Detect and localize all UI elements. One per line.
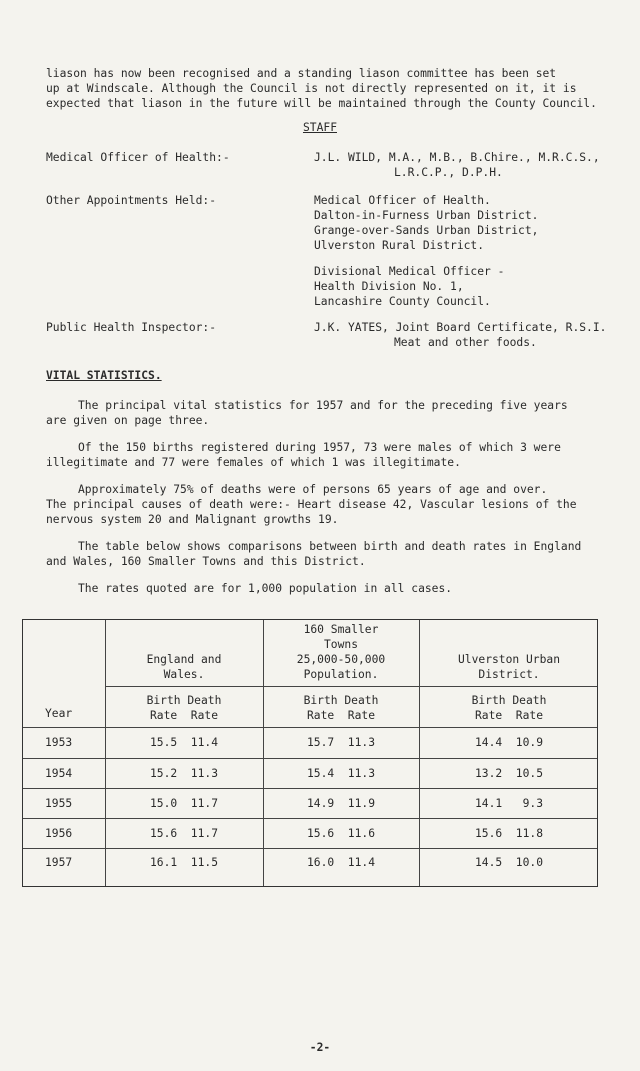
- other-appointments-label: Other Appointments Held:-: [46, 194, 217, 207]
- table-row-ulverston: 15.6 11.8: [474, 827, 543, 840]
- intro-line-1: liason has now been recognised and a standing liason committee has been set: [46, 67, 557, 80]
- table-row-year: 1956: [45, 827, 73, 840]
- subheader-ew-line-2: Rate Rate: [149, 709, 218, 722]
- phi-value-line-2: Meat and other foods.: [394, 336, 537, 349]
- table-row-smaller-towns: 15.4 11.3: [306, 767, 375, 780]
- table-row-england-wales: 15.6 11.7: [149, 827, 218, 840]
- subheader-ew-line-1: Birth Death: [146, 694, 222, 707]
- table-row-smaller-towns: 15.7 11.3: [306, 736, 375, 749]
- intro-line-3: expected that liason in the future will be maintained through the County Council.: [46, 97, 597, 110]
- table-row-year: 1955: [45, 797, 73, 810]
- vital-p5: The rates quoted are for 1,000 population in all cases.: [78, 582, 453, 595]
- header-smaller-towns-line-2: Towns: [323, 638, 358, 651]
- other-appointment-1: Medical Officer of Health.: [314, 194, 491, 207]
- row-divider: [23, 727, 597, 728]
- subheader-st-line-1: Birth Death: [303, 694, 379, 707]
- table-row-smaller-towns: 15.6 11.6: [306, 827, 375, 840]
- moh-value-line-1: J.L. WILD, M.A., M.B., B.Chire., M.R.C.S.,: [314, 151, 600, 164]
- table-row-year: 1954: [45, 767, 73, 780]
- other-appointment-4: Ulverston Rural District.: [314, 239, 485, 252]
- table-row-year: 1953: [45, 736, 73, 749]
- subheader-st-line-2: Rate Rate: [306, 709, 375, 722]
- table-row-smaller-towns: 16.0 11.4: [306, 856, 375, 869]
- vital-p3-line-3: nervous system 20 and Malignant growths 19.: [46, 513, 339, 526]
- moh-value-line-2: L.R.C.P., D.P.H.: [394, 166, 503, 179]
- page-number: -2-: [309, 1041, 331, 1054]
- other-appointment-5: Divisional Medical Officer -: [314, 265, 505, 278]
- vital-p4-line-1: The table below shows comparisons between birth and death rates in England: [78, 540, 582, 553]
- header-ulverston-line-1: Ulverston Urban: [457, 653, 561, 666]
- table-row-england-wales: 16.1 11.5: [149, 856, 218, 869]
- vital-p2-line-2: illegitimate and 77 were females of which 1 was illegitimate.: [46, 456, 461, 469]
- moh-label: Medical Officer of Health:-: [46, 151, 230, 164]
- row-divider: [23, 758, 597, 759]
- row-divider: [23, 818, 597, 819]
- other-appointment-2: Dalton-in-Furness Urban District.: [314, 209, 539, 222]
- header-england-wales-line-2: Wales.: [163, 668, 205, 681]
- row-divider: [105, 686, 597, 687]
- vital-statistics-heading: VITAL STATISTICS.: [46, 369, 162, 382]
- vital-p1-line-1: The principal vital statistics for 1957 and for the preceding five years: [78, 399, 568, 412]
- header-smaller-towns-line-1: 160 Smaller: [303, 623, 379, 636]
- other-appointment-7: Lancashire County Council.: [314, 295, 491, 308]
- vital-statistics-table: [22, 619, 598, 887]
- staff-heading: STAFF: [302, 121, 337, 134]
- header-year: Year: [45, 707, 73, 720]
- phi-label: Public Health Inspector:-: [46, 321, 217, 334]
- subheader-ud-line-2: Rate Rate: [474, 709, 543, 722]
- header-england-wales-line-1: England and: [146, 653, 222, 666]
- table-row-smaller-towns: 14.9 11.9: [306, 797, 375, 810]
- table-row-england-wales: 15.2 11.3: [149, 767, 218, 780]
- vital-p3-line-2: The principal causes of death were:- Heart disease 42, Vascular lesions of the: [46, 498, 577, 511]
- vital-p3-line-1: Approximately 75% of deaths were of persons 65 years of age and over.: [78, 483, 548, 496]
- table-row-ulverston: 14.1 9.3: [474, 797, 543, 810]
- table-row-ulverston: 14.5 10.0: [474, 856, 543, 869]
- table-row-ulverston: 13.2 10.5: [474, 767, 543, 780]
- header-smaller-towns-line-3: 25,000-50,000: [296, 653, 386, 666]
- vital-p2-line-1: Of the 150 births registered during 1957, 73 were males of which 3 were: [78, 441, 561, 454]
- table-row-year: 1957: [45, 856, 73, 869]
- phi-value-line-1: J.K. YATES, Joint Board Certificate, R.S.I.: [314, 321, 607, 334]
- other-appointment-3: Grange-over-Sands Urban District,: [314, 224, 539, 237]
- other-appointment-6: Health Division No. 1,: [314, 280, 464, 293]
- intro-line-2: up at Windscale. Although the Council is not directly represented on it, it is: [46, 82, 577, 95]
- table-row-england-wales: 15.5 11.4: [149, 736, 218, 749]
- row-divider: [23, 848, 597, 849]
- header-ulverston-line-2: District.: [478, 668, 540, 681]
- table-row-ulverston: 14.4 10.9: [474, 736, 543, 749]
- vital-p1-line-2: are given on page three.: [46, 414, 210, 427]
- subheader-ud-line-1: Birth Death: [471, 694, 547, 707]
- header-smaller-towns-line-4: Population.: [303, 668, 379, 681]
- table-row-england-wales: 15.0 11.7: [149, 797, 218, 810]
- vital-p4-line-2: and Wales, 160 Smaller Towns and this District.: [46, 555, 366, 568]
- row-divider: [23, 788, 597, 789]
